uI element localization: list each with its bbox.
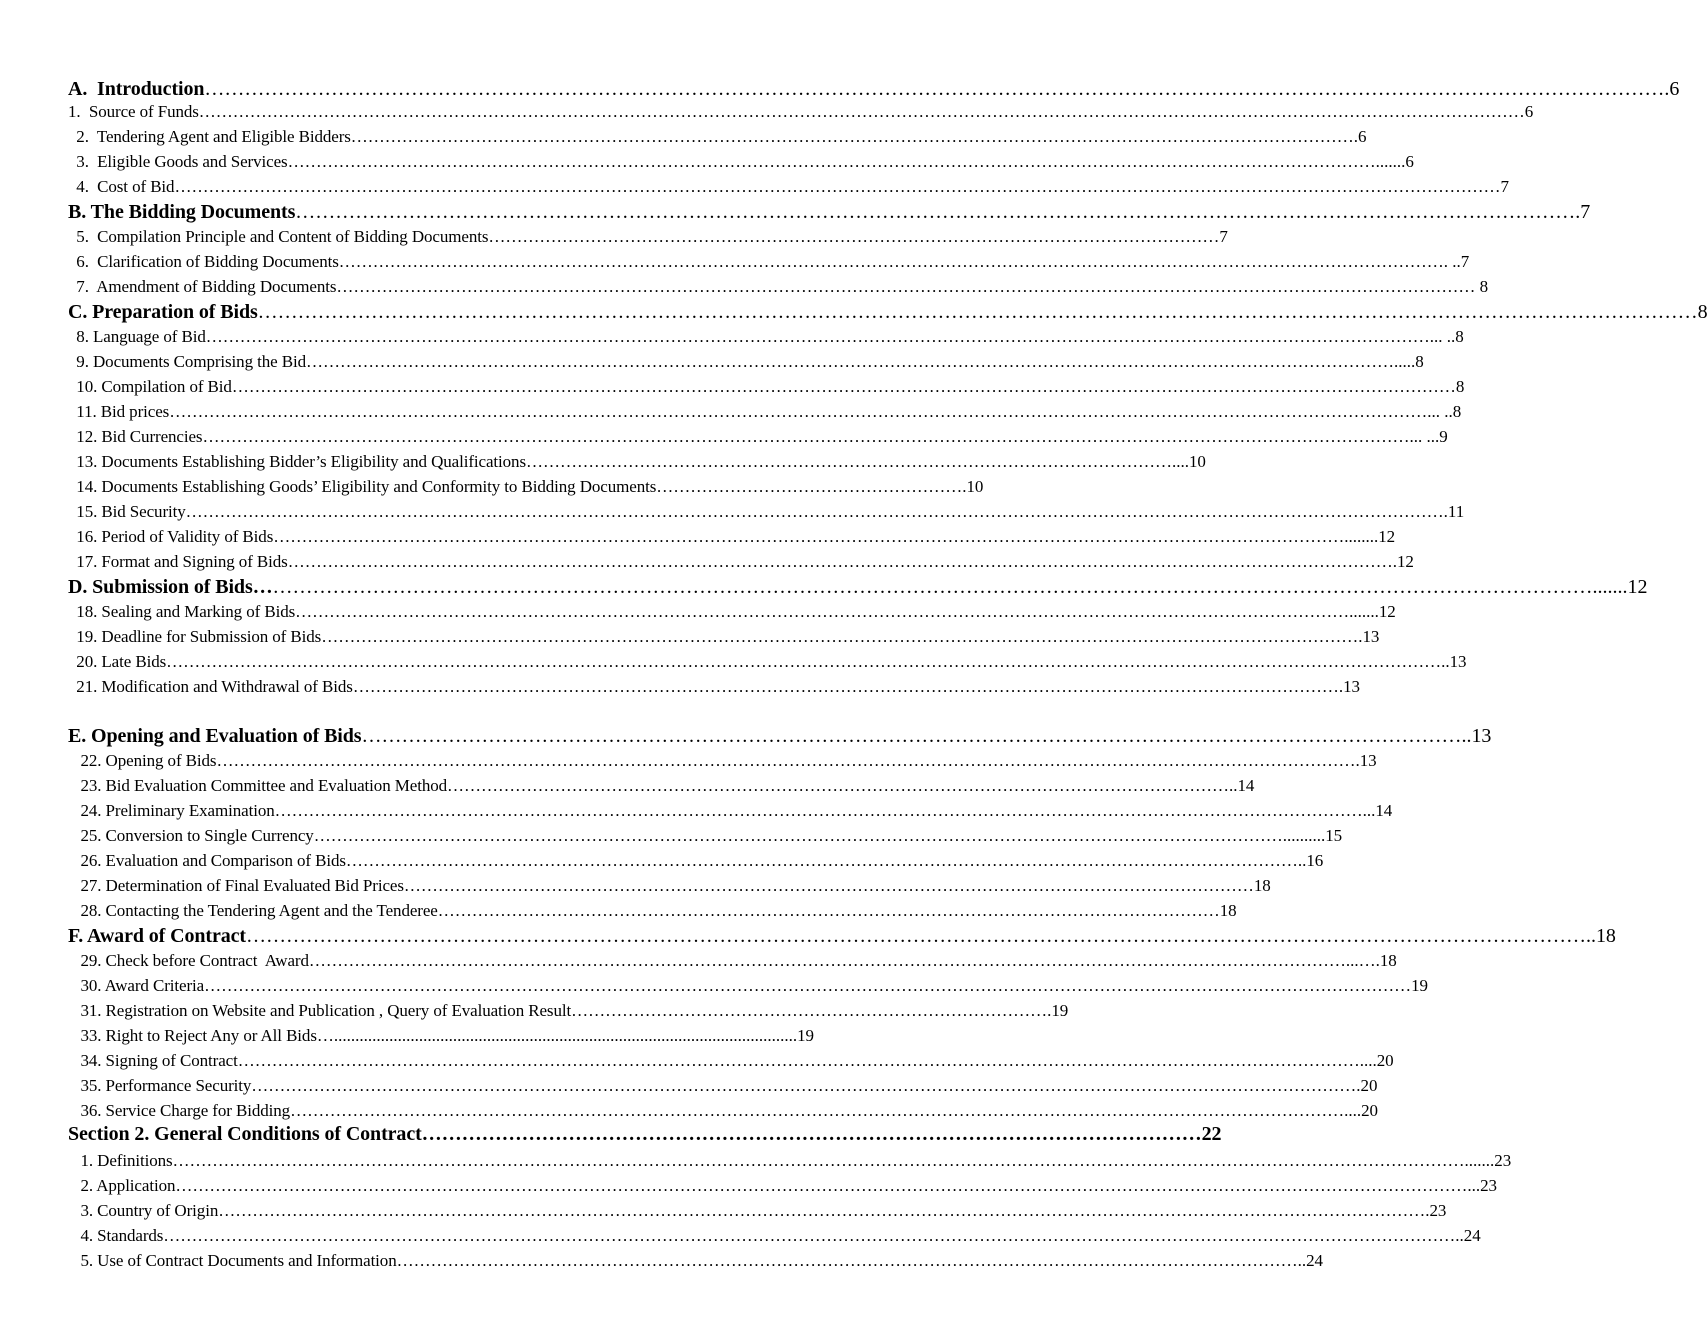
toc-entry-leader: ………………………………………………………………………………………………………………………….. <box>447 776 1238 795</box>
toc-entry-title: 4. Standards <box>68 1226 164 1245</box>
toc-entry[interactable] <box>68 602 1396 622</box>
toc-entry-title: 14. Documents Establishing Goods’ Eligibility and Conformity to Bidding Documents <box>68 477 657 496</box>
toc-entry[interactable] <box>68 527 1396 547</box>
toc-entry[interactable] <box>68 1226 1481 1246</box>
toc-entry-page-number: 19 <box>1411 976 1428 995</box>
toc-entry-page-number: 24 <box>1306 1251 1323 1270</box>
toc-entry-page-number: 15 <box>1325 826 1343 845</box>
toc-entry-page-number: 10 <box>1188 452 1206 471</box>
toc-entry-leader: …………………………………………………………………………………………………………………………………………………………………………………. <box>216 751 1360 770</box>
toc-entry[interactable] <box>68 652 1467 672</box>
toc-entry-leader: ………………………………………………………………………………………………………………………………………………………………………………....... <box>272 576 1628 598</box>
toc-entry-leader: …………………………………………………………………………………………………………………………………………………….. <box>345 851 1307 870</box>
toc-entry-title: 2. Application <box>68 1176 176 1195</box>
toc-entry-page-number: 18 <box>1595 925 1616 947</box>
toc-entry[interactable] <box>68 1176 1497 1196</box>
toc-entry-title: 33. Right to Reject Any or All Bids <box>68 1026 317 1045</box>
toc-entry[interactable] <box>68 1076 1378 1096</box>
toc-entry-title: 34. Signing of Contract <box>68 1051 238 1070</box>
toc-entry[interactable] <box>68 677 1360 697</box>
toc-entry-page-number: 8 <box>1479 277 1489 296</box>
toc-entry-page-number: 22 <box>1201 1123 1222 1145</box>
toc-entry-leader: ………………………………………………………………………………………………………………………………………………………………………………………………... .. <box>205 327 1456 346</box>
toc-entry[interactable] <box>68 452 1206 472</box>
toc-entry-leader: ………………………………………………………………………………………………………………………………………………………………………………………………………….. <box>163 1226 1464 1245</box>
toc-entry-leader: …………………………………………………………………………………………………………………………………………………………………………. <box>295 201 1581 223</box>
toc-entry-page-number: 18 <box>1253 876 1271 895</box>
toc-entry-page-number: 23 <box>1494 1151 1512 1170</box>
toc-entry-leader: …………………………………………………………………………………………………………………………………………………………………………..... <box>306 352 1416 371</box>
toc-entry[interactable] <box>68 851 1324 871</box>
toc-entry[interactable] <box>68 352 1424 372</box>
toc-entry-page-number: 12 <box>1627 576 1648 598</box>
toc-entry-title: 28. Contacting the Tendering Agent and the Tenderee <box>68 901 438 920</box>
toc-entry[interactable] <box>68 152 1414 172</box>
toc-entry-leader: …………………………………………………………………………………………………………………………………………………………………………………………………. <box>204 78 1670 100</box>
toc-entry-title: 17. Format and Signing of Bids <box>68 552 288 571</box>
toc-entry-leader: ……………………………………………………………………………………………………………………………………………………………………………. .. <box>338 252 1461 271</box>
toc-entry-page-number: 7 <box>1500 177 1509 196</box>
toc-entry-page-number: 9 <box>1439 427 1448 446</box>
toc-entry-leader: ……………………………………………………………………………………………………………………………………………………………………………………………………... .. <box>169 402 1453 421</box>
toc-entry-leader: …………………………………………………………………………………………………………………………………………………………………………………………… <box>204 976 1412 995</box>
toc-entry-title: 3. Eligible Goods and Services <box>68 152 288 171</box>
toc-entry[interactable] <box>68 77 1680 101</box>
toc-entry[interactable] <box>68 876 1271 896</box>
toc-entry-title: 9. Documents Comprising the Bid <box>68 352 306 371</box>
toc-entry-page-number: 13 <box>1359 751 1377 770</box>
toc-entry[interactable] <box>68 1026 862 1046</box>
toc-entry-page-number: 8 <box>1455 377 1465 396</box>
toc-entry[interactable] <box>68 776 1255 796</box>
toc-entry-leader: …………………………………………………………………………………………………………………………………………………………………….... <box>290 1101 1362 1120</box>
toc-entry-title: 15. Bid Security <box>68 502 186 521</box>
toc-entry-page-number: 11 <box>1447 502 1465 521</box>
toc-entry[interactable] <box>68 127 1367 147</box>
toc-entry-leader: …………………………………………………………………………………………………………………………………………………………………………………………………………... <box>175 1176 1481 1195</box>
toc-entry[interactable] <box>68 951 1397 971</box>
toc-entry[interactable] <box>68 427 1448 447</box>
toc-entry[interactable] <box>68 924 1616 948</box>
toc-entry[interactable] <box>68 1151 1512 1171</box>
toc-entry[interactable] <box>68 277 1489 297</box>
toc-entry[interactable] <box>68 1051 1394 1071</box>
toc-entry-page-number: 13 <box>1362 627 1380 646</box>
toc-entry-title: 20. Late Bids <box>68 652 167 671</box>
toc-entry[interactable] <box>68 252 1470 272</box>
toc-entry-title: 11. Bid prices <box>68 402 170 421</box>
toc-entry-leader: ……………………………………………………………………………………………………………………………………………………………………………………………………. <box>185 502 1448 521</box>
toc-entry-title: 4. Cost of Bid <box>68 177 175 196</box>
toc-entry-page-number: 13 <box>1471 725 1492 747</box>
toc-entry-title: C. Preparation of Bids <box>68 301 258 323</box>
toc-entry-title: A. Introduction <box>68 78 205 100</box>
toc-entry-page-number: 19 <box>797 1026 814 1045</box>
toc-entry-page-number: 13 <box>1449 652 1467 671</box>
toc-entry-page-number: 12 <box>1378 527 1396 546</box>
toc-entry-page-number: 6 <box>1405 152 1414 171</box>
toc-entry-page-number: 13 <box>1343 677 1360 696</box>
toc-entry[interactable] <box>68 102 1534 122</box>
toc-entry-title: B. The Bidding Documents <box>68 201 296 223</box>
toc-entry-page-number: 18 <box>1379 951 1397 970</box>
toc-entry-page-number: 8 <box>1452 402 1462 421</box>
toc-entry-leader: ……………………………………………………………………………………………………………………………………………………………………………………………………………… <box>174 177 1501 196</box>
toc-entry-leader: …………………………………………………………………………………………………………………………………………………………………………………………………………....... <box>172 1151 1495 1170</box>
toc-entry-page-number: 12 <box>1396 552 1414 571</box>
toc-entry-page-number: 19 <box>1051 1001 1069 1020</box>
toc-entry[interactable] <box>68 1122 1222 1146</box>
toc-entry[interactable] <box>68 300 1708 324</box>
toc-entry-title: 10. Compilation of Bid <box>68 377 232 396</box>
toc-entry-title: 1. Definitions <box>68 1151 173 1170</box>
toc-entry-leader: ……………………………………………………………………………………………………………………………………………………………………………. <box>251 1076 1361 1095</box>
toc-entry-title: 27. Determination of Final Evaluated Bid Prices <box>68 876 404 895</box>
toc-entry-page-number: 20 <box>1360 1076 1378 1095</box>
toc-entry-title: 5. Use of Contract Documents and Information <box>68 1251 397 1270</box>
toc-entry[interactable] <box>68 1001 1069 1021</box>
toc-entry-title: 16. Period of Validity of Bids <box>68 527 274 546</box>
toc-entry-title: 21. Modification and Withdrawal of Bids <box>68 677 353 696</box>
toc-entry-page-number: 8 <box>1697 301 1708 323</box>
toc-entry-page-number: 12 <box>1378 602 1396 621</box>
toc-entry[interactable] <box>68 552 1414 572</box>
toc-entry[interactable] <box>68 751 1377 771</box>
toc-entry-leader: ……………………………………………………………………………………………………………………………………………………………………………………………. <box>218 1201 1430 1220</box>
toc-entry-title: F. Award of Contract <box>68 925 246 947</box>
toc-entry-title: 30. Award Criteria <box>68 976 205 995</box>
toc-entry-leader: …………………………………………………………………………………………………………………………………………………………………………....... <box>287 152 1406 171</box>
toc-entry-leader: ……………………………………………………………………………………………………………………………………………………………………………………………… <box>257 301 1698 323</box>
toc-entry-title: 19. Deadline for Submission of Bids <box>68 627 322 646</box>
toc-entry-title: 13. Documents Establishing Bidder’s Eligibility and Qualifications <box>68 452 526 471</box>
toc-entry-leader: ……………………………………………………………………………………………………………………………………………………….......... <box>313 826 1326 845</box>
toc-entry-title: 6. Clarification of Bidding Documents <box>68 252 339 271</box>
toc-entry-leader: ……………………………………………………………………………………………………… <box>421 1123 1202 1145</box>
toc-entry[interactable] <box>68 502 1465 522</box>
toc-entry-page-number: 14 <box>1375 801 1393 820</box>
toc-entry-leader: …………………………………………………………………………. <box>571 1001 1052 1020</box>
toc-entry-leader: …………………………………………………………………………………………………………………………………………………………………. <box>321 627 1363 646</box>
toc-entry[interactable] <box>68 901 1237 921</box>
toc-entry-leader: …............................................................................................................. <box>316 1026 798 1045</box>
toc-entry-leader: …………………………………………………………………………………………………………………………………………………………………………... <box>274 801 1376 820</box>
toc-entry-page-number: 6 <box>1524 102 1534 121</box>
toc-entry-leader: ……………………………………………………………………………………………………………………………………………………………………………….... <box>237 1051 1377 1070</box>
toc-entry[interactable] <box>68 1101 1378 1121</box>
toc-entry[interactable] <box>68 724 1492 748</box>
toc-entry[interactable] <box>68 200 1591 224</box>
toc-entry-page-number: 24 <box>1463 1226 1481 1245</box>
toc-entry-leader: ………………………………………………………………………………………………………………………………………………………………………………… <box>336 277 1480 296</box>
toc-entry-leader: ……………………………………………………………………………………………………………………………………………………………………………. <box>287 552 1397 571</box>
toc-entry-leader: …………………………………………………………………………………………………………………………………… <box>403 876 1254 895</box>
toc-entry-leader: ……………………………………………………………………………………………………………………………………………………………. <box>350 127 1359 146</box>
toc-entry-title: 24. Preliminary Examination <box>68 801 275 820</box>
toc-entry-page-number: 10 <box>966 477 984 496</box>
toc-entry-page-number: 23 <box>1480 1176 1497 1195</box>
toc-entry-page-number: 7 <box>1460 252 1470 271</box>
toc-entry-title: E. Opening and Evaluation of Bids <box>68 725 362 747</box>
toc-entry-leader: ………………………………………………. <box>656 477 967 496</box>
toc-entry-page-number: 16 <box>1306 851 1324 870</box>
toc-entry[interactable] <box>68 477 984 497</box>
toc-entry-page-number: 23 <box>1429 1201 1447 1220</box>
toc-entry-title: 7. Amendment of Bidding Documents <box>68 277 337 296</box>
toc-entry-leader: ………………………………………………………………………………………………………………… <box>488 227 1220 246</box>
toc-entry[interactable] <box>68 327 1464 347</box>
toc-entry-title: 26. Evaluation and Comparison of Bids <box>68 851 346 870</box>
toc-entry-leader: ……………………………………………………………………………………………………………………………………………………………………………………………... ... <box>202 427 1440 446</box>
toc-entry-page-number: 6 <box>1358 127 1367 146</box>
toc-entry-leader: ……………………………………………………………………………………………………………………………………………………………………....... <box>295 602 1379 621</box>
toc-entry[interactable] <box>68 177 1509 197</box>
toc-entry[interactable] <box>68 627 1380 647</box>
toc-entry-title: 1. Source of Funds <box>68 102 199 121</box>
toc-entry-page-number: 20 <box>1361 1101 1378 1120</box>
toc-entry-title: 22. Opening of Bids <box>68 751 217 770</box>
toc-entry-leader: ……………………………………………………………………………………………………………………………………………………………………………………………………….. <box>166 652 1450 671</box>
toc-entry-leader: …………………………………………………………………………………………………….... <box>525 452 1189 471</box>
toc-entry-page-number: 6 <box>1669 78 1680 100</box>
toc-entry-title: D. Submission of Bids… <box>68 576 273 598</box>
toc-entry[interactable] <box>68 1251 1323 1271</box>
toc-entry-page-number: 8 <box>1455 327 1464 346</box>
toc-entry-leader: ……………………………………………………………………………………………………………………………………………………………………………………………… <box>231 377 1456 396</box>
toc-entry-page-number: 7 <box>1219 227 1228 246</box>
toc-entry-page-number: 20 <box>1376 1051 1394 1070</box>
toc-entry-title: 12. Bid Currencies <box>68 427 203 446</box>
toc-entry-leader: ………………………………………………………………………………………………………………………………………………………………………………….. <box>245 925 1596 947</box>
toc-entry-title: 8. Language of Bid <box>68 327 206 346</box>
toc-entry-page-number: 18 <box>1219 901 1237 920</box>
toc-entry-title: 2. Tendering Agent and Eligible Bidders <box>68 127 351 146</box>
toc-entry-page-number: 7 <box>1580 201 1591 223</box>
toc-entry-page-number: 14 <box>1237 776 1255 795</box>
toc-entry[interactable] <box>68 1201 1447 1221</box>
toc-entry-title: 5. Compilation Principle and Content of Bidding Documents <box>68 227 489 246</box>
toc-entry[interactable] <box>68 826 1343 846</box>
toc-entry-leader: ………………………………………………………………………………………………………………………… <box>437 901 1220 920</box>
toc-entry[interactable] <box>68 575 1648 599</box>
toc-entry-leader: …………………………………………………………………………………………………………………………………………….. <box>396 1251 1307 1270</box>
toc-entry-title: 29. Check before Contract Award <box>68 951 309 970</box>
toc-entry-page-number: 8 <box>1415 352 1424 371</box>
toc-entry-leader: …………………………………………………………………………………………………………………………………………………………. <box>352 677 1344 696</box>
toc-entry-title: 31. Registration on Website and Publication , Query of Evaluation Result <box>68 1001 572 1020</box>
toc-entry-title: 23. Bid Evaluation Committee and Evaluation Method <box>68 776 448 795</box>
toc-entry-leader: …………………………………………………………………………………………………………………………………………………………………...…. <box>308 951 1380 970</box>
toc-entry[interactable] <box>68 976 1428 996</box>
toc-entry-leader: ……………………………………………………………………………………………………………………………………………………………………………………………………………… <box>198 102 1525 121</box>
toc-entry[interactable] <box>68 227 1228 247</box>
toc-entry-leader: ………………………………………………………………………………………………………………………………………………………………………........ <box>273 527 1379 546</box>
toc-entry-title: Section 2. General Conditions of Contract <box>68 1123 422 1145</box>
toc-entry-title: 3. Country of Origin <box>68 1201 219 1220</box>
toc-entry-title: 35. Performance Security <box>68 1076 252 1095</box>
toc-entry[interactable] <box>68 377 1465 397</box>
toc-entry-title: 25. Conversion to Single Currency <box>68 826 314 845</box>
toc-entry-title: 36. Service Charge for Bidding <box>68 1101 291 1120</box>
toc-entry[interactable] <box>68 402 1462 422</box>
toc-entry-leader: ………………………………………………………………………………………………………………………………………………….. <box>361 725 1472 747</box>
toc-entry-title: 18. Sealing and Marking of Bids <box>68 602 296 621</box>
toc-entry[interactable] <box>68 801 1393 821</box>
